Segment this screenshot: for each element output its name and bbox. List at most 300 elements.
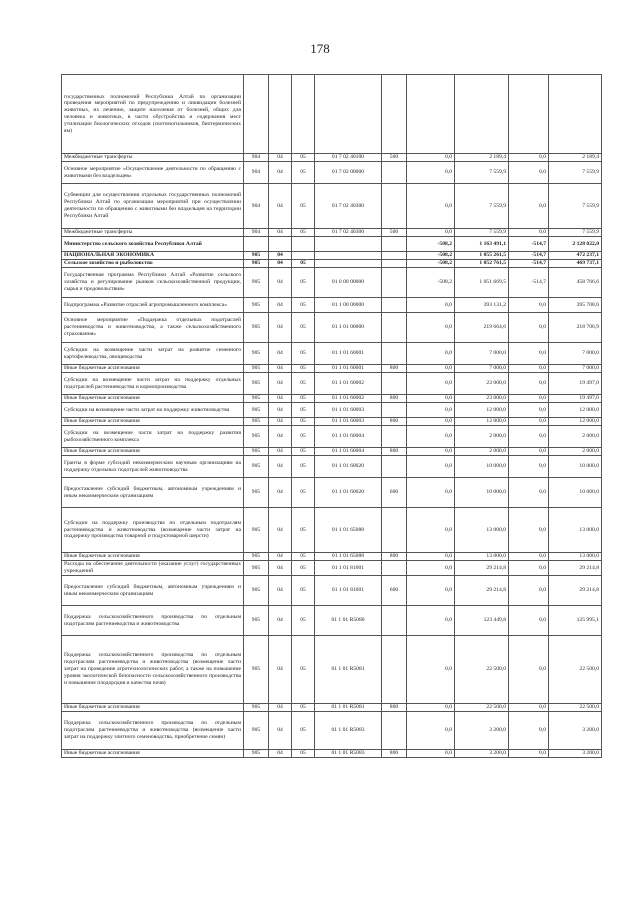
cell-target-article: 01 1 01 60020 bbox=[315, 456, 382, 478]
cell-grbs bbox=[244, 75, 269, 154]
cell-amount-2: 23 000,0 bbox=[455, 373, 509, 395]
cell-amount-4: 29 214,8 bbox=[549, 576, 602, 606]
cell-grbs: 905 bbox=[244, 576, 269, 606]
row-name: Поддержка сельскохозяйственного производства по отдельным подотраслям растениеводства и животноводства (возмещение части затрат на поддержку элитного семеноводства, приобретение семян) bbox=[62, 712, 244, 750]
cell-grbs: 905 bbox=[244, 456, 269, 478]
cell-subsection: 05 bbox=[292, 426, 315, 448]
cell-subsection: 05 bbox=[292, 508, 315, 553]
cell-section: 04 bbox=[269, 553, 292, 561]
cell-expense-type bbox=[382, 508, 407, 553]
row-name: Иные бюджетные ассигнования bbox=[62, 448, 244, 456]
cell-amount-3: -514,7 bbox=[509, 260, 549, 268]
row-name: государственных полномочий Республики Алтай по организации проведения мероприятий по предупреждению и ликвидации болезней животных, их лечению, защите населения от болезней, общих для человека и животных, в части обустройства и содержания мест утилизации биологических отходов (скотомогильников, биотермических ям) bbox=[62, 75, 244, 154]
cell-grbs: 905 bbox=[244, 448, 269, 456]
cell-subsection: 05 bbox=[292, 184, 315, 229]
cell-section bbox=[269, 75, 292, 154]
cell-amount-1: 0,0 bbox=[407, 373, 455, 395]
cell-subsection: 05 bbox=[292, 154, 315, 162]
cell-target-article: 01 1 01 60004 bbox=[315, 426, 382, 448]
cell-grbs: 904 bbox=[244, 162, 269, 184]
cell-target-article: 01 1 01 60002 bbox=[315, 395, 382, 403]
row-name: Предоставление субсидий бюджетным, автономным учреждениям и иным некоммерческим организациям bbox=[62, 478, 244, 508]
cell-amount-3: 0,0 bbox=[509, 162, 549, 184]
row-name: Основное мероприятие «Поддержка отдельных подотраслей растениеводства и животноводства, а также сельскохозяйственного страхования» bbox=[62, 313, 244, 343]
cell-section: 04 bbox=[269, 395, 292, 403]
cell-expense-type bbox=[382, 162, 407, 184]
cell-section: 04 bbox=[269, 313, 292, 343]
cell-target-article: 01 1 01 R5081 bbox=[315, 636, 382, 704]
row-name: Иные бюджетные ассигнования bbox=[62, 553, 244, 561]
cell-target-article: 01 1 01 60003 bbox=[315, 418, 382, 426]
cell-expense-type: 800 bbox=[382, 418, 407, 426]
cell-amount-2: 13 000,0 bbox=[455, 508, 509, 553]
cell-amount-3: -514,7 bbox=[509, 252, 549, 260]
table-row bbox=[62, 184, 602, 229]
cell-amount-4: 19 497,0 bbox=[549, 373, 602, 395]
cell-expense-type: 800 bbox=[382, 365, 407, 373]
cell-amount-2: 219 664,6 bbox=[455, 313, 509, 343]
cell-expense-type: 500 bbox=[382, 154, 407, 162]
table-row bbox=[62, 636, 602, 704]
cell-target-article bbox=[315, 237, 382, 252]
row-name: Субсидии на поддержку производства по отдельным подотраслям растениеводства и животноводства (возмещение части затрат на поддержку производства товарной и подуктоварной шерсти) bbox=[62, 508, 244, 553]
cell-expense-type: 600 bbox=[382, 576, 407, 606]
cell-amount-4: 19 497,0 bbox=[549, 395, 602, 403]
row-name: Подпрограмма «Развитие отраслей агропромышленного комплекса» bbox=[62, 298, 244, 313]
cell-target-article: 01 7 02 40300 bbox=[315, 229, 382, 237]
cell-target-article: 01 1 01 60001 bbox=[315, 365, 382, 373]
row-name: Иные бюджетные ассигнования bbox=[62, 750, 244, 758]
cell-amount-4: 125 995,1 bbox=[549, 606, 602, 636]
cell-grbs: 905 bbox=[244, 373, 269, 395]
cell-section: 04 bbox=[269, 162, 292, 184]
cell-expense-type bbox=[382, 298, 407, 313]
cell-amount-1: -508,2 bbox=[407, 252, 455, 260]
table-row bbox=[62, 237, 602, 252]
row-name: Министерство сельского хозяйства Республики Алтай bbox=[62, 237, 244, 252]
row-name: Иные бюджетные ассигнования bbox=[62, 395, 244, 403]
cell-amount-3: 0,0 bbox=[509, 343, 549, 365]
cell-subsection: 05 bbox=[292, 260, 315, 268]
cell-expense-type bbox=[382, 268, 407, 298]
cell-grbs bbox=[244, 237, 269, 252]
cell-amount-3: 0,0 bbox=[509, 561, 549, 576]
cell-amount-4: 2 000,0 bbox=[549, 448, 602, 456]
cell-subsection: 05 bbox=[292, 395, 315, 403]
table-row bbox=[62, 75, 602, 154]
cell-amount-2: 2 189,4 bbox=[455, 154, 509, 162]
cell-subsection bbox=[292, 252, 315, 260]
cell-expense-type bbox=[382, 313, 407, 343]
table-row bbox=[62, 508, 602, 553]
cell-section: 04 bbox=[269, 343, 292, 365]
cell-expense-type bbox=[382, 184, 407, 229]
cell-amount-3: 0,0 bbox=[509, 553, 549, 561]
cell-amount-1: 0,0 bbox=[407, 606, 455, 636]
row-name: Субсидии на возмещение части затрат на поддержку животноводства bbox=[62, 403, 244, 418]
cell-target-article: 01 1 01 R5081 bbox=[315, 704, 382, 712]
cell-amount-1: -508,2 bbox=[407, 268, 455, 298]
cell-subsection: 05 bbox=[292, 162, 315, 184]
cell-target-article: 01 1 01 60003 bbox=[315, 403, 382, 418]
cell-amount-2: 22 500,0 bbox=[455, 704, 509, 712]
cell-grbs: 905 bbox=[244, 704, 269, 712]
cell-amount-4: 7 000,0 bbox=[549, 365, 602, 373]
cell-amount-2: 7 000,0 bbox=[455, 343, 509, 365]
table-row bbox=[62, 298, 602, 313]
cell-expense-type: 800 bbox=[382, 395, 407, 403]
cell-amount-2 bbox=[455, 75, 509, 154]
cell-amount-3: 0,0 bbox=[509, 750, 549, 758]
cell-amount-2: 12 000,0 bbox=[455, 418, 509, 426]
row-name: Сельское хозяйство и рыболовство bbox=[62, 260, 244, 268]
cell-amount-1: 0,0 bbox=[407, 636, 455, 704]
cell-amount-2: 393 131,2 bbox=[455, 298, 509, 313]
cell-amount-2: 3 200,0 bbox=[455, 712, 509, 750]
table-row bbox=[62, 418, 602, 426]
cell-grbs: 905 bbox=[244, 561, 269, 576]
cell-section: 04 bbox=[269, 478, 292, 508]
cell-expense-type: 500 bbox=[382, 229, 407, 237]
cell-amount-4: 7 559,9 bbox=[549, 162, 602, 184]
cell-amount-4: 395 708,6 bbox=[549, 298, 602, 313]
cell-amount-3: 0,0 bbox=[509, 426, 549, 448]
row-name: Гранты в форме субсидий некоммерческим научным организациям на поддержку отдельных подотраслей животноводства bbox=[62, 456, 244, 478]
cell-target-article: 01 1 01 60002 bbox=[315, 373, 382, 395]
cell-grbs: 905 bbox=[244, 403, 269, 418]
cell-grbs: 905 bbox=[244, 343, 269, 365]
cell-amount-3: 0,0 bbox=[509, 704, 549, 712]
cell-amount-2: 13 000,0 bbox=[455, 553, 509, 561]
table-row bbox=[62, 456, 602, 478]
cell-subsection: 05 bbox=[292, 365, 315, 373]
budget-table bbox=[61, 74, 602, 758]
cell-section: 04 bbox=[269, 576, 292, 606]
cell-amount-2: 10 000,0 bbox=[455, 478, 509, 508]
row-name: Субсидии на возмещение части затрат на развитие семенного картофелеводства, овощеводства bbox=[62, 343, 244, 365]
cell-amount-4: 7 000,0 bbox=[549, 343, 602, 365]
cell-amount-2: 1 055 261,5 bbox=[455, 252, 509, 260]
cell-expense-type bbox=[382, 636, 407, 704]
cell-amount-3: 0,0 bbox=[509, 456, 549, 478]
row-name: НАЦИОНАЛЬНАЯ ЭКОНОМИКА bbox=[62, 252, 244, 260]
cell-amount-2: 1 052 761,5 bbox=[455, 260, 509, 268]
cell-amount-4: 22 500,0 bbox=[549, 704, 602, 712]
cell-section: 04 bbox=[269, 704, 292, 712]
row-name: Межбюджетные трансферты bbox=[62, 229, 244, 237]
cell-expense-type bbox=[382, 561, 407, 576]
cell-target-article: 01 1 01 65088 bbox=[315, 553, 382, 561]
cell-amount-4: 2 128 022,0 bbox=[549, 237, 602, 252]
cell-expense-type bbox=[382, 403, 407, 418]
cell-expense-type bbox=[382, 712, 407, 750]
cell-subsection: 05 bbox=[292, 750, 315, 758]
cell-target-article: 01 1 01 00000 bbox=[315, 313, 382, 343]
cell-amount-3: 0,0 bbox=[509, 184, 549, 229]
cell-amount-3: 0,0 bbox=[509, 395, 549, 403]
cell-amount-3: 0,0 bbox=[509, 508, 549, 553]
cell-grbs: 905 bbox=[244, 252, 269, 260]
table-row bbox=[62, 553, 602, 561]
cell-amount-1: 0,0 bbox=[407, 561, 455, 576]
cell-amount-1: 0,0 bbox=[407, 478, 455, 508]
cell-target-article bbox=[315, 75, 382, 154]
cell-amount-4: 2 000,0 bbox=[549, 426, 602, 448]
cell-grbs: 905 bbox=[244, 508, 269, 553]
row-name: Субсидии на возмещение части затрат на поддержку развития рыбохозяйственного комплекса bbox=[62, 426, 244, 448]
cell-target-article: 01 1 01 81001 bbox=[315, 576, 382, 606]
cell-amount-1: -508,2 bbox=[407, 260, 455, 268]
cell-amount-1: 0,0 bbox=[407, 418, 455, 426]
cell-amount-4: 22 500,0 bbox=[549, 636, 602, 704]
cell-amount-1: 0,0 bbox=[407, 576, 455, 606]
cell-grbs: 905 bbox=[244, 313, 269, 343]
cell-grbs: 905 bbox=[244, 606, 269, 636]
cell-target-article bbox=[315, 252, 382, 260]
row-name: Иные бюджетные ассигнования bbox=[62, 704, 244, 712]
cell-section: 04 bbox=[269, 712, 292, 750]
cell-amount-2: 12 000,0 bbox=[455, 403, 509, 418]
cell-amount-1: 0,0 bbox=[407, 162, 455, 184]
cell-subsection: 05 bbox=[292, 313, 315, 343]
cell-subsection: 05 bbox=[292, 553, 315, 561]
cell-amount-4: 458 766,6 bbox=[549, 268, 602, 298]
cell-amount-4: 3 200,0 bbox=[549, 712, 602, 750]
cell-amount-2: 2 000,0 bbox=[455, 448, 509, 456]
row-name: Предоставление субсидий бюджетным, автономным учреждениям и иным некоммерческим организациям bbox=[62, 576, 244, 606]
row-name: Субсидии на возмещение части затрат на поддержку отдельных подотраслей растениеводства и кормопроизводства bbox=[62, 373, 244, 395]
cell-grbs: 904 bbox=[244, 184, 269, 229]
cell-target-article: 01 1 01 60004 bbox=[315, 448, 382, 456]
table-row bbox=[62, 712, 602, 750]
row-name: Субвенции для осуществления отдельных государственных полномочий Республики Алтай по организации мероприятий при осуществлении деятельности по обращению с животными без владельцев на территории Республики Алтай bbox=[62, 184, 244, 229]
cell-section: 04 bbox=[269, 229, 292, 237]
table-row bbox=[62, 154, 602, 162]
table-row bbox=[62, 448, 602, 456]
cell-subsection bbox=[292, 75, 315, 154]
table-row bbox=[62, 313, 602, 343]
cell-grbs: 905 bbox=[244, 426, 269, 448]
row-name: Межбюджетные трансферты bbox=[62, 154, 244, 162]
cell-target-article: 01 7 02 40100 bbox=[315, 154, 382, 162]
cell-grbs: 905 bbox=[244, 750, 269, 758]
cell-subsection: 05 bbox=[292, 448, 315, 456]
cell-section: 04 bbox=[269, 260, 292, 268]
cell-section: 04 bbox=[269, 636, 292, 704]
cell-amount-4: 7 559,9 bbox=[549, 184, 602, 229]
table-row bbox=[62, 403, 602, 418]
table-row bbox=[62, 606, 602, 636]
cell-amount-3: 0,0 bbox=[509, 478, 549, 508]
cell-target-article: 01 1 01 65088 bbox=[315, 508, 382, 553]
cell-amount-3: 0,0 bbox=[509, 418, 549, 426]
cell-section: 04 bbox=[269, 606, 292, 636]
cell-section: 04 bbox=[269, 365, 292, 373]
table-row bbox=[62, 260, 602, 268]
cell-amount-4: 10 000,0 bbox=[549, 456, 602, 478]
cell-amount-4: 13 000,0 bbox=[549, 508, 602, 553]
cell-amount-2: 1 163 491,1 bbox=[455, 237, 509, 252]
cell-subsection: 05 bbox=[292, 229, 315, 237]
cell-amount-1: 0,0 bbox=[407, 426, 455, 448]
row-name: Иные бюджетные ассигнования bbox=[62, 418, 244, 426]
cell-expense-type bbox=[382, 75, 407, 154]
table-row bbox=[62, 750, 602, 758]
cell-amount-4 bbox=[549, 75, 602, 154]
table-row bbox=[62, 365, 602, 373]
cell-grbs: 905 bbox=[244, 418, 269, 426]
cell-amount-3: 0,0 bbox=[509, 365, 549, 373]
cell-amount-1: 0,0 bbox=[407, 343, 455, 365]
cell-grbs: 904 bbox=[244, 154, 269, 162]
row-name: Расходы на обеспечение деятельности (оказание услуг) государственных учреждений bbox=[62, 561, 244, 576]
cell-amount-1: 0,0 bbox=[407, 403, 455, 418]
cell-amount-1: 0,0 bbox=[407, 184, 455, 229]
cell-subsection: 05 bbox=[292, 403, 315, 418]
cell-amount-1: 0,0 bbox=[407, 456, 455, 478]
cell-subsection: 05 bbox=[292, 418, 315, 426]
row-name: Поддержка сельскохозяйственного производства по отдельным подотраслям растениеводства и животноводства (возмещение части затрат на проведение агротехнологических работ, а также на повышение уровня экологической безопасности сельскохозяйственного производства и повышение плодородия и качества почв) bbox=[62, 636, 244, 704]
cell-expense-type: 600 bbox=[382, 478, 407, 508]
cell-grbs: 905 bbox=[244, 365, 269, 373]
cell-amount-2: 10 000,0 bbox=[455, 456, 509, 478]
cell-amount-2: 29 214,8 bbox=[455, 576, 509, 606]
cell-target-article: 01 1 00 00000 bbox=[315, 298, 382, 313]
cell-target-article: 01 0 00 00000 bbox=[315, 268, 382, 298]
cell-grbs: 905 bbox=[244, 395, 269, 403]
cell-target-article: 01 1 01 R5083 bbox=[315, 750, 382, 758]
cell-grbs: 905 bbox=[244, 478, 269, 508]
cell-amount-3: -514,7 bbox=[509, 268, 549, 298]
table-row bbox=[62, 426, 602, 448]
cell-target-article: 01 1 01 60001 bbox=[315, 343, 382, 365]
cell-amount-3: -514,7 bbox=[509, 237, 549, 252]
row-name: Поддержка сельскохозяйственного производства по отдельным подотраслям растениеводства и животноводства bbox=[62, 606, 244, 636]
cell-section: 04 bbox=[269, 508, 292, 553]
cell-amount-1: 0,0 bbox=[407, 704, 455, 712]
table-row bbox=[62, 343, 602, 365]
cell-amount-2: 3 200,0 bbox=[455, 750, 509, 758]
cell-amount-3: 0,0 bbox=[509, 298, 549, 313]
cell-amount-4: 13 000,0 bbox=[549, 553, 602, 561]
cell-amount-4: 2 189,4 bbox=[549, 154, 602, 162]
cell-grbs: 905 bbox=[244, 636, 269, 704]
cell-section: 04 bbox=[269, 373, 292, 395]
table-row bbox=[62, 373, 602, 395]
cell-amount-2: 2 000,0 bbox=[455, 426, 509, 448]
row-name: Государственная программа Республики Алтай «Развитие сельского хозяйства и регулирование рынков сельскохозяйственной продукции, сырья и продовольствия» bbox=[62, 268, 244, 298]
cell-amount-3: 0,0 bbox=[509, 154, 549, 162]
table-row bbox=[62, 576, 602, 606]
cell-subsection: 05 bbox=[292, 561, 315, 576]
cell-grbs: 905 bbox=[244, 553, 269, 561]
cell-amount-4: 472 237,1 bbox=[549, 252, 602, 260]
cell-section: 04 bbox=[269, 456, 292, 478]
cell-target-article bbox=[315, 260, 382, 268]
cell-grbs: 904 bbox=[244, 229, 269, 237]
table-row bbox=[62, 704, 602, 712]
cell-subsection: 05 bbox=[292, 606, 315, 636]
cell-section: 04 bbox=[269, 154, 292, 162]
table-row bbox=[62, 268, 602, 298]
cell-subsection bbox=[292, 237, 315, 252]
page-number: 178 bbox=[310, 41, 330, 56]
cell-section: 04 bbox=[269, 561, 292, 576]
cell-amount-3: 0,0 bbox=[509, 373, 549, 395]
cell-expense-type bbox=[382, 252, 407, 260]
cell-grbs: 905 bbox=[244, 712, 269, 750]
cell-amount-2: 23 000,0 bbox=[455, 395, 509, 403]
cell-amount-2: 7 559,9 bbox=[455, 229, 509, 237]
table-row bbox=[62, 252, 602, 260]
cell-amount-2: 29 214,8 bbox=[455, 561, 509, 576]
cell-amount-3: 0,0 bbox=[509, 636, 549, 704]
cell-amount-1 bbox=[407, 75, 455, 154]
cell-target-article: 01 1 01 81001 bbox=[315, 561, 382, 576]
cell-section: 04 bbox=[269, 403, 292, 418]
cell-amount-2: 1 051 669,5 bbox=[455, 268, 509, 298]
cell-expense-type bbox=[382, 373, 407, 395]
cell-target-article: 01 1 01 R5083 bbox=[315, 712, 382, 750]
row-name: Основное мероприятие «Осуществление деятельности по обращению с животными без владельцев» bbox=[62, 162, 244, 184]
cell-subsection: 05 bbox=[292, 576, 315, 606]
cell-amount-2: 7 559,9 bbox=[455, 162, 509, 184]
cell-amount-4: 29 214,8 bbox=[549, 561, 602, 576]
cell-subsection: 05 bbox=[292, 456, 315, 478]
cell-section bbox=[269, 237, 292, 252]
cell-section: 04 bbox=[269, 184, 292, 229]
cell-amount-4: 469 737,1 bbox=[549, 260, 602, 268]
cell-amount-3: 0,0 bbox=[509, 606, 549, 636]
cell-amount-2: 7 559,9 bbox=[455, 184, 509, 229]
cell-expense-type bbox=[382, 456, 407, 478]
cell-amount-3: 0,0 bbox=[509, 712, 549, 750]
cell-grbs: 905 bbox=[244, 268, 269, 298]
cell-section: 04 bbox=[269, 448, 292, 456]
cell-grbs: 905 bbox=[244, 260, 269, 268]
cell-amount-1: 0,0 bbox=[407, 313, 455, 343]
cell-amount-4: 3 200,0 bbox=[549, 750, 602, 758]
cell-amount-1: 0,0 bbox=[407, 553, 455, 561]
cell-amount-3: 0,0 bbox=[509, 448, 549, 456]
cell-amount-4: 12 000,0 bbox=[549, 418, 602, 426]
table-row bbox=[62, 395, 602, 403]
cell-amount-3 bbox=[509, 75, 549, 154]
cell-amount-2: 22 500,0 bbox=[455, 636, 509, 704]
cell-amount-1: 0,0 bbox=[407, 395, 455, 403]
cell-expense-type: 800 bbox=[382, 750, 407, 758]
cell-target-article: 01 1 01 60020 bbox=[315, 478, 382, 508]
table-row bbox=[62, 229, 602, 237]
cell-amount-4: 218 706,9 bbox=[549, 313, 602, 343]
cell-expense-type: 800 bbox=[382, 553, 407, 561]
cell-expense-type: 800 bbox=[382, 448, 407, 456]
cell-grbs: 905 bbox=[244, 298, 269, 313]
cell-section: 04 bbox=[269, 268, 292, 298]
cell-amount-1: 0,0 bbox=[407, 712, 455, 750]
cell-subsection: 05 bbox=[292, 268, 315, 298]
cell-amount-1: 0,0 bbox=[407, 750, 455, 758]
table-row bbox=[62, 162, 602, 184]
cell-target-article: 01 1 01 R5080 bbox=[315, 606, 382, 636]
cell-expense-type bbox=[382, 426, 407, 448]
cell-amount-2: 123 449,8 bbox=[455, 606, 509, 636]
cell-section: 04 bbox=[269, 252, 292, 260]
cell-amount-1: 0,0 bbox=[407, 154, 455, 162]
cell-amount-3: 0,0 bbox=[509, 313, 549, 343]
cell-amount-3: 0,0 bbox=[509, 229, 549, 237]
cell-amount-2: 7 000,0 bbox=[455, 365, 509, 373]
